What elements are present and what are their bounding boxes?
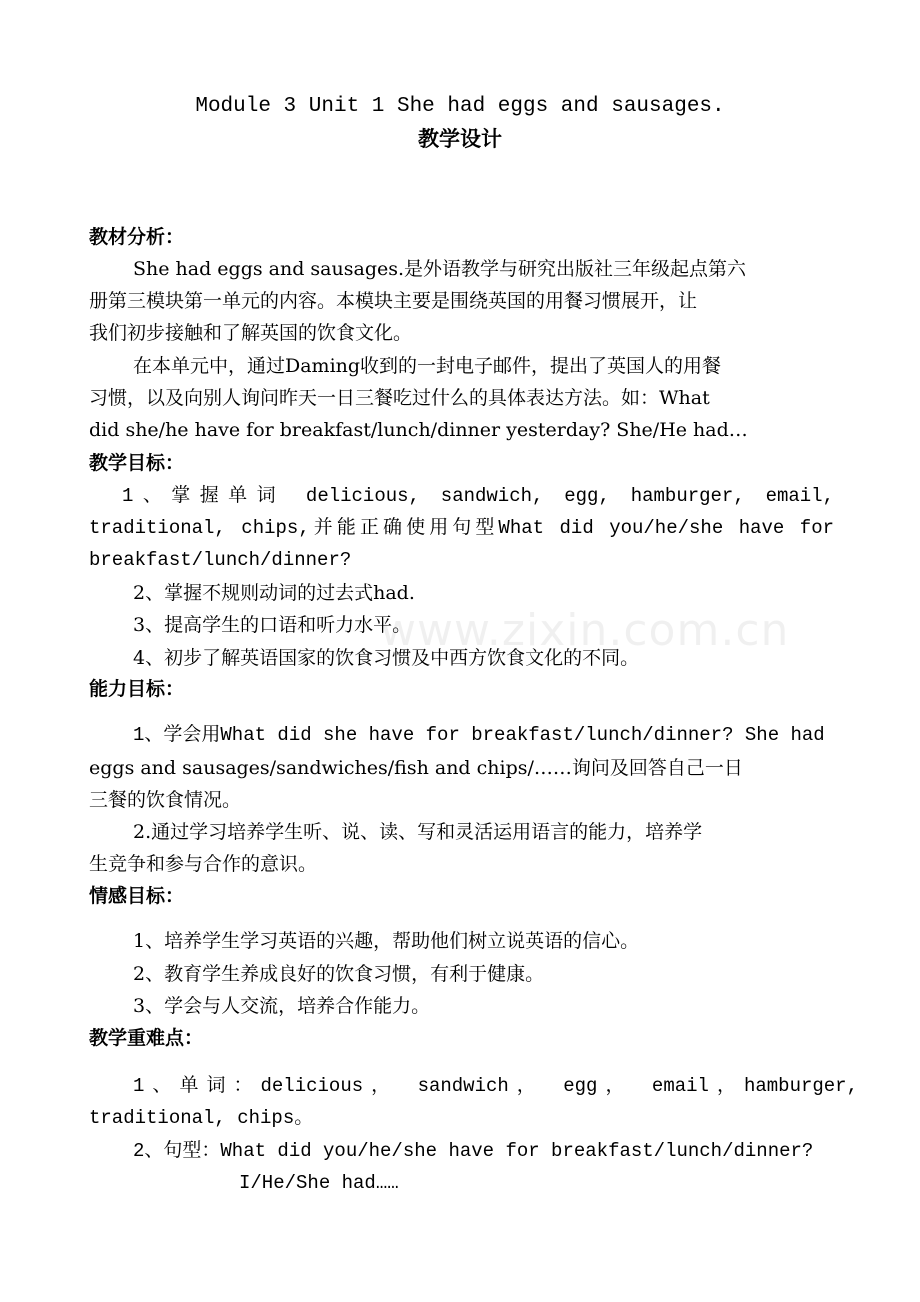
document-title: Module 3 Unit 1 She had eggs and sausages. — [195, 95, 725, 118]
teaching-goal-line-3: breakfast/lunch/dinner? — [89, 549, 352, 571]
emotion-goal-line-1: 1、培养学生学习英语的兴趣，帮助他们树立说英语的信心。 — [133, 930, 640, 952]
ability-goal-line-4: 2.通过学习培养学生听、说、读、写和灵活运用语言的能力，培养学 — [133, 821, 703, 843]
emotion-goal-line-2: 2、教育学生养成良好的饮食习惯，有利于健康。 — [133, 963, 545, 985]
heading-emotion-goals: 情感目标： — [89, 885, 185, 907]
heading-key-points: 教学重难点： — [89, 1027, 204, 1049]
analysis-line-4: 在本单元中，通过Daming收到的一封电子邮件，提出了英国人的用餐 — [133, 355, 722, 377]
analysis-line-6: did she/he have for breakfast/lunch/dinner yesterday? She/He had… — [89, 419, 748, 441]
key-point-line-3: 2、句型：What did you/he/she have for breakfast/lunch/dinner? — [133, 1140, 814, 1162]
teaching-goal-line-2: traditional, chips,并能正确使用句型What did you/he/she have for — [89, 517, 834, 539]
heading-teaching-goals: 教学目标： — [89, 452, 185, 474]
key-point-line-2: traditional, chips。 — [89, 1107, 314, 1129]
analysis-line-5: 习惯，以及向别人询问昨天一日三餐吃过什么的具体表达方法。如：What — [89, 387, 710, 409]
ability-goal-line-3: 三餐的饮食情况。 — [89, 789, 242, 811]
heading-analysis: 教材分析： — [89, 226, 185, 248]
document-subtitle: 教学设计 — [418, 127, 502, 151]
key-point-line-4: I/He/She had…… — [239, 1172, 399, 1194]
analysis-line-3: 我们初步接触和了解英国的饮食文化。 — [89, 322, 413, 344]
teaching-goal-line-6: 4、初步了解英语国家的饮食习惯及中西方饮食文化的不同。 — [133, 647, 640, 669]
teaching-goal-line-4: 2、掌握不规则动词的过去式had. — [133, 582, 415, 604]
key-point-line-1: 1、单词：delicious， sandwich， egg， email，hamburger, — [133, 1075, 858, 1097]
ability-goal-line-5: 生竞争和参与合作的意识。 — [89, 853, 318, 875]
ability-goal-line-2: eggs and sausages/sandwiches/fish and chips/……询问及回答自己一日 — [89, 757, 743, 779]
ability-goal-line-1: 1、学会用What did she have for breakfast/lunch/dinner? She had — [133, 724, 825, 746]
teaching-goal-line-1: 1、掌握单词 delicious, sandwich, egg, hamburger, email, — [122, 485, 834, 507]
emotion-goal-line-3: 3、学会与人交流，培养合作能力。 — [133, 995, 431, 1017]
watermark: www.zixin.com.cn — [380, 605, 790, 656]
analysis-line-1: She had eggs and sausages.是外语教学与研究出版社三年级起点第六 — [133, 258, 747, 280]
analysis-line-2: 册第三模块第一单元的内容。本模块主要是围绕英国的用餐习惯展开，让 — [89, 290, 698, 312]
teaching-goal-line-5: 3、提高学生的口语和听力水平。 — [133, 614, 412, 636]
heading-ability-goals: 能力目标： — [89, 678, 185, 700]
